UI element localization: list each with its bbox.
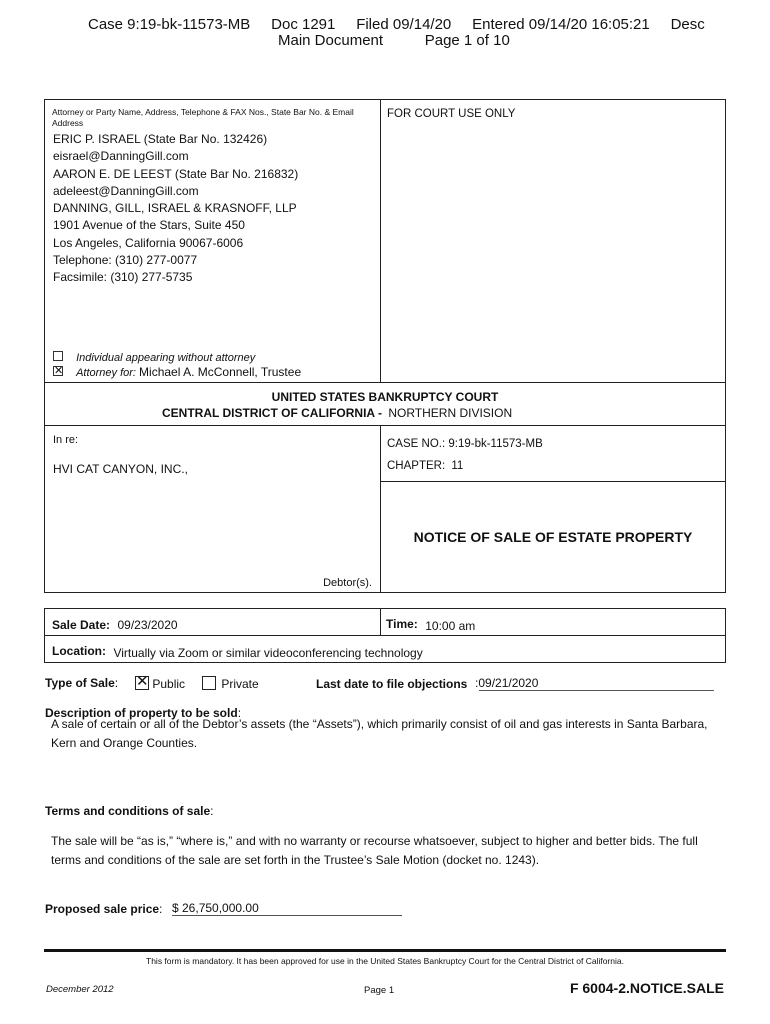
court-name: UNITED STATES BANKRUPTCY COURT	[271, 390, 499, 404]
private-checkbox[interactable]	[202, 676, 216, 690]
notice-title-box	[380, 481, 726, 593]
court-division: NORTHERN DIVISION	[388, 406, 513, 420]
attorney-line: Los Angeles, California 90067-6006	[53, 235, 244, 250]
attorney-box-caption: Attorney or Party Name, Address, Telephone & FAX Nos., State Bar No. & Email Address	[52, 107, 354, 128]
time-label: Time:	[386, 617, 418, 631]
terms-label: Terms and conditions of sale	[45, 804, 211, 818]
footer-mandatory: This form is mandatory. It has been approved for use in the United States Bankruptcy Court for the Central District of California.	[146, 956, 624, 966]
attorney-line: adeleest@DanningGill.com	[53, 183, 199, 198]
case-number-box	[380, 425, 726, 482]
attorney-line: 1901 Avenue of the Stars, Suite 450	[53, 218, 245, 233]
chapter-label: CHAPTER:	[387, 460, 446, 472]
description-label: Description of property to be sold	[45, 706, 238, 720]
footer-form-code: F 6004-2.NOTICE.SALE	[569, 980, 724, 996]
attorney-line: ERIC P. ISRAEL (State Bar No. 132426)	[53, 132, 268, 146]
attorney-line: DANNING, GILL, ISRAEL & KRASNOFF, LLP	[53, 201, 297, 216]
price-label: Proposed sale price	[45, 902, 160, 916]
footer-date: December 2012	[46, 984, 114, 995]
private-label: Private	[221, 677, 259, 691]
chapter-value: 11	[451, 460, 464, 472]
filing-header-line2: Main Document Page 1 of 10	[278, 32, 510, 49]
terms-text: The sale will be “as is,” “where is,” and with no warranty or recourse whatsoever, subject to higher and better bids. The full terms and conditions of the sale are set forth in the Trustee’s Sale Motion (docket no. 1243).	[51, 834, 698, 867]
case-no-value: 9:19-bk-11573-MB	[448, 438, 543, 450]
sale-date-box	[44, 608, 381, 636]
notice-title: NOTICE OF SALE OF ESTATE PROPERTY	[413, 529, 693, 545]
attorney-for-checkbox[interactable]: ✕	[54, 365, 64, 377]
debtor-name: HVI CAT CANYON, INC.,	[53, 462, 188, 476]
time-box	[380, 608, 726, 636]
individual-checkbox[interactable]	[53, 351, 63, 361]
court-district: CENTRAL DISTRICT OF CALIFORNIA -	[162, 406, 382, 420]
court-use-box	[380, 99, 726, 383]
description-text: A sale of certain or all of the Debtor’s assets (the “Assets”), which primarily consist of oil and gas interests in Santa Barbara, Kern and Orange Counties.	[51, 717, 708, 750]
attorney-box	[44, 99, 381, 383]
attorney-line: eisrael@DanningGill.com	[53, 149, 189, 164]
type-of-sale-label: Type of Sale	[45, 676, 115, 690]
court-use-label: FOR COURT USE ONLY	[387, 108, 516, 120]
sale-date-value: 09/23/2020	[117, 618, 178, 632]
in-re-label: In re:	[53, 434, 79, 446]
attorney-for-value: Michael A. McConnell, Trustee	[139, 365, 302, 379]
objections-label: Last date to file objections	[316, 677, 468, 691]
sale-date-label: Sale Date:	[52, 618, 111, 632]
in-re-box	[44, 425, 381, 593]
terms-colon: :	[210, 804, 214, 818]
attorney-line: Telephone: (310) 277-0077	[53, 253, 198, 268]
price-field[interactable]	[172, 901, 402, 916]
public-checkbox[interactable]: ✕	[136, 673, 149, 690]
individual-label: Individual appearing without attorney	[76, 352, 256, 364]
location-box	[44, 635, 726, 663]
public-label: Public	[152, 677, 186, 691]
footer-page: Page 1	[364, 985, 395, 996]
attorney-line: Facsimile: (310) 277-5735	[53, 270, 193, 285]
attorney-line: AARON E. DE LEEST (State Bar No. 216832)	[53, 166, 299, 181]
objections-field[interactable]: :09/21/2020	[479, 676, 714, 691]
case-no-label: CASE NO.:	[387, 438, 446, 450]
location-label: Location:	[52, 644, 106, 658]
price-value: $ 26,750,000.00	[172, 901, 259, 915]
price-colon: :	[159, 902, 163, 916]
footer-rule	[44, 949, 726, 952]
description-colon: :	[237, 706, 242, 720]
type-of-sale-colon: :	[114, 676, 119, 690]
attorney-lines	[53, 131, 298, 287]
objections-value: 09/21/2020	[478, 676, 539, 690]
court-banner	[44, 382, 726, 426]
location-value: Virtually via Zoom or similar videoconferencing technology	[113, 646, 423, 660]
debtor-label: Debtor(s).	[323, 577, 372, 589]
time-value: 10:00 am	[425, 619, 476, 633]
filing-header-line1: Case 9:19-bk-11573-MB Doc 1291 Filed 09/14/20 Entered 09/14/20 16:05:21 Desc	[88, 16, 705, 33]
attorney-for-label: Attorney for:	[76, 367, 136, 379]
